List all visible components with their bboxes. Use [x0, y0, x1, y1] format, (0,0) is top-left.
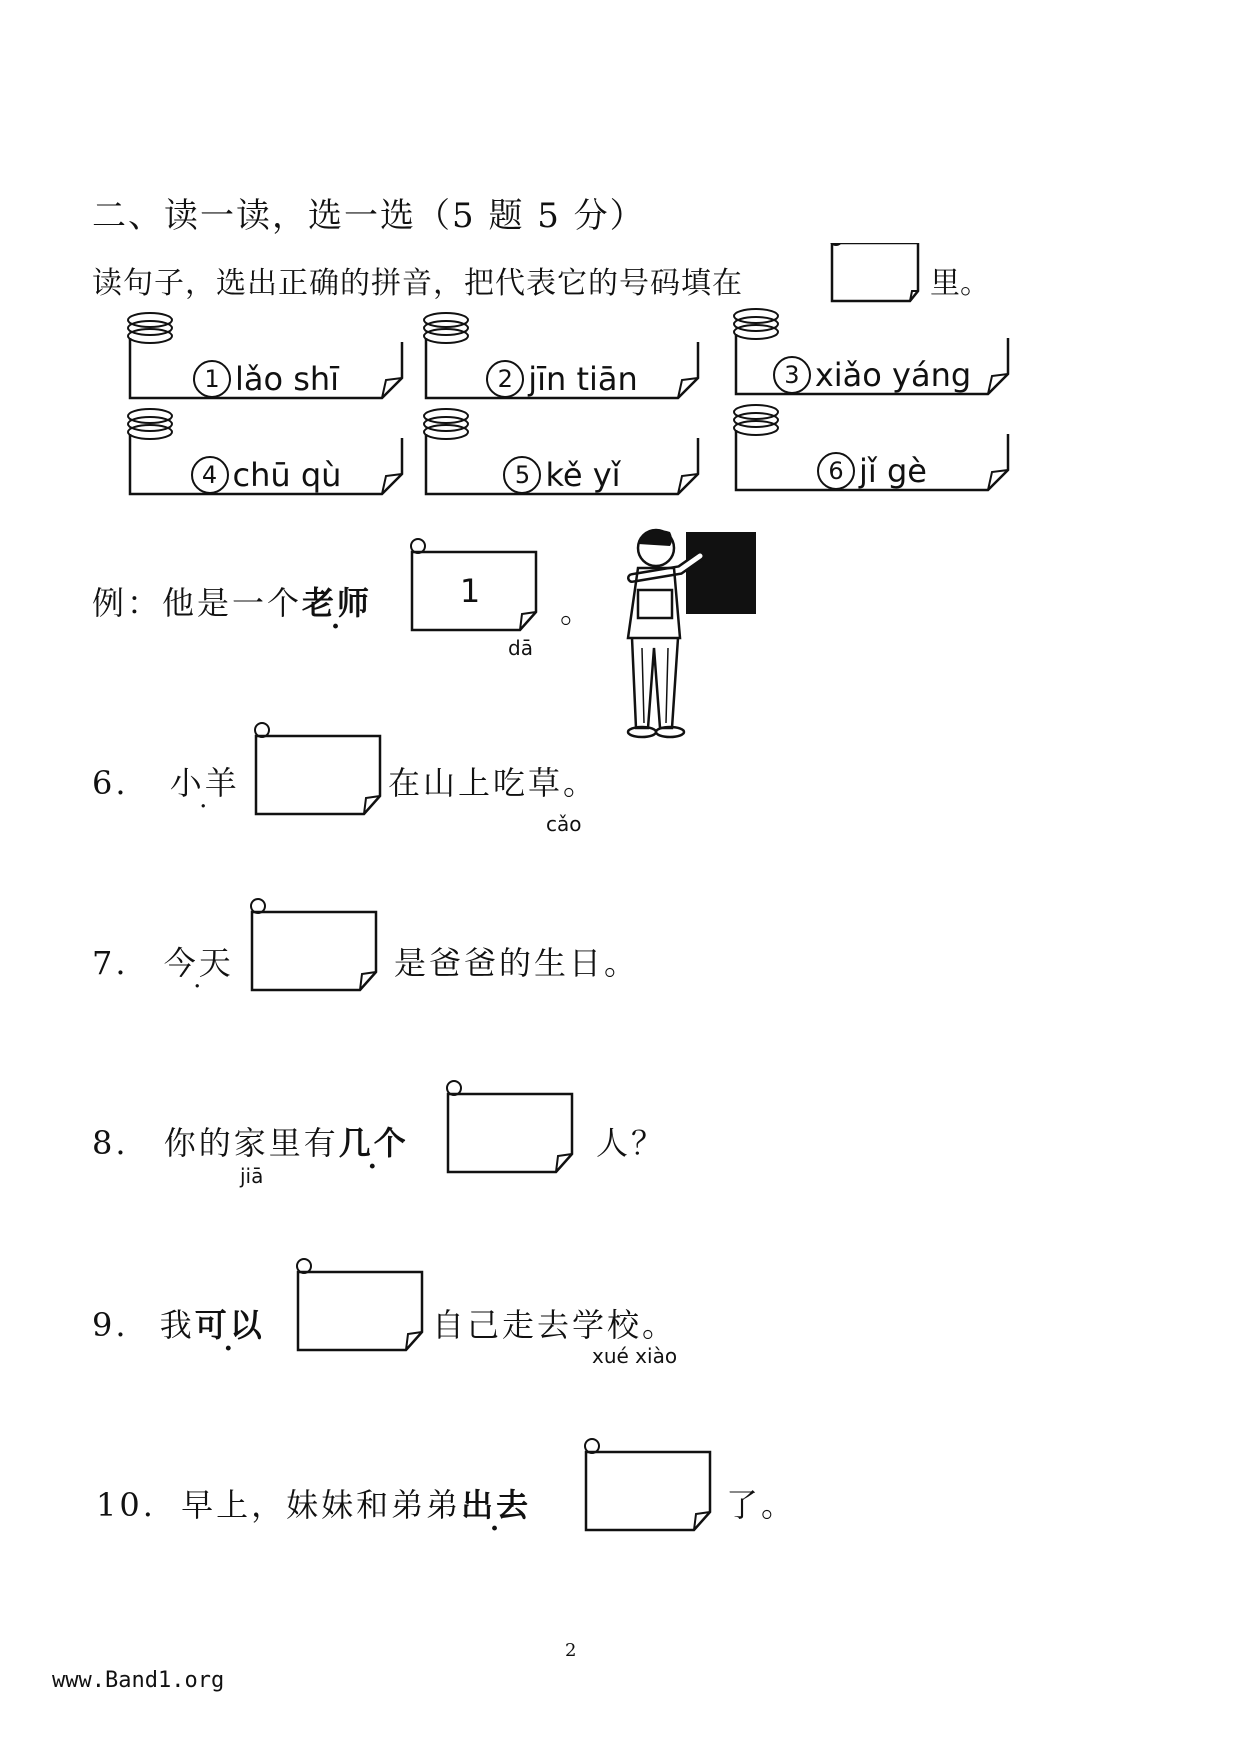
question-8: 8. 你的家里有几个: [92, 1118, 409, 1164]
question-annotation: cǎo: [546, 812, 582, 836]
question-target: 小羊: [169, 764, 240, 802]
option-pinyin: jǐ gè: [859, 452, 927, 490]
question-number: 9.: [92, 1306, 129, 1344]
answer-box-7[interactable]: [250, 912, 378, 992]
question-number: 6.: [92, 764, 129, 802]
example-target: 老师: [302, 584, 373, 622]
answer-box-10[interactable]: [584, 1452, 712, 1532]
answer-box-icon: [254, 736, 382, 816]
question-6: [92, 758, 240, 804]
option-card-3: [734, 334, 1010, 396]
page-number: 2: [565, 1640, 577, 1661]
option-pinyin: lǎo shī: [234, 360, 340, 398]
question-number: 8.: [92, 1124, 129, 1162]
question-10: 10. 早上，妹妹和弟弟出去: [96, 1480, 531, 1526]
example-answer: 1: [459, 572, 481, 610]
example-annotation: dā: [508, 636, 533, 660]
question-9: 9. 我可以: [92, 1300, 265, 1346]
question-after: 在山上吃草。: [388, 764, 599, 802]
option-card-2: [424, 338, 700, 400]
option-number: 4: [191, 456, 229, 494]
answer-box-icon: [584, 1452, 712, 1532]
option-number: 6: [817, 452, 855, 490]
answer-box-icon: [296, 1272, 424, 1352]
question-annotation: xué xiào: [592, 1344, 678, 1368]
option-card-5: [424, 434, 700, 496]
option-pinyin: kě yǐ: [545, 456, 621, 494]
question-number: 10.: [96, 1486, 156, 1524]
instruction-text: 读句子，选出正确的拼音，把代表它的号码填在: [92, 266, 743, 301]
example-suffix: 。: [560, 592, 596, 630]
section-title: 二、读一读，选一选（5 题 5 分）: [92, 196, 646, 236]
answer-box-icon: [446, 1094, 574, 1174]
option-pinyin: jīn tiān: [528, 360, 638, 398]
option-pinyin: xiǎo yáng: [814, 356, 972, 394]
option-card-4: [128, 434, 404, 496]
example-answer-box: [410, 552, 538, 632]
question-after: 是爸爸的生日。: [394, 944, 640, 982]
example-prefix: 例：他是一个: [92, 584, 303, 622]
option-number: 1: [193, 360, 231, 398]
question-annotation: jiā: [240, 1164, 264, 1188]
question-target: 可以: [194, 1306, 265, 1344]
answer-box-9[interactable]: [296, 1272, 424, 1352]
question-number: 7.: [92, 944, 129, 982]
answer-box-icon: [250, 912, 378, 992]
answer-box-8[interactable]: [446, 1094, 574, 1174]
option-card-6: [734, 430, 1010, 492]
question-after: 自己走去学校。: [432, 1306, 678, 1344]
option-pinyin: chū qù: [232, 456, 342, 494]
answer-box-6[interactable]: [254, 736, 382, 816]
option-number: 3: [773, 356, 811, 394]
question-target: 今天: [163, 944, 234, 982]
instruction-tail: 里。: [930, 266, 990, 301]
option-number: 5: [503, 456, 541, 494]
footer-url: www.Band1.org: [52, 1668, 225, 1693]
option-number: 2: [486, 360, 524, 398]
answer-box-icon: [830, 243, 918, 301]
question-after: 人？: [596, 1124, 667, 1162]
example-sentence: [92, 578, 372, 624]
question-target: 几个: [338, 1124, 409, 1162]
question-7: [92, 938, 234, 984]
question-target: 出去: [461, 1486, 532, 1524]
question-after: 了。: [726, 1486, 797, 1524]
option-card-1: [128, 338, 404, 400]
teacher-illustration: [608, 518, 760, 746]
